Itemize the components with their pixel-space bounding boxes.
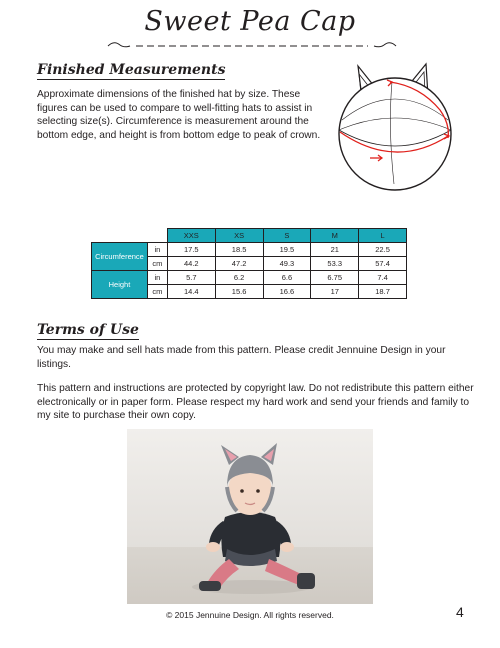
table-row bbox=[92, 243, 407, 257]
value-cell: 53.3 bbox=[311, 257, 359, 271]
value-cell: 44.2 bbox=[167, 257, 215, 271]
value-cell: 47.2 bbox=[215, 257, 263, 271]
size-measurement-table bbox=[91, 228, 407, 299]
baby-photo-illustration bbox=[127, 429, 373, 604]
hat-measurement-diagram bbox=[330, 58, 460, 198]
table-corner bbox=[92, 229, 148, 243]
copyright-text: © 2015 Jennuine Design. All rights reserved. bbox=[166, 610, 334, 620]
page-number: 4 bbox=[456, 604, 464, 620]
value-cell: 49.3 bbox=[263, 257, 311, 271]
value-cell: 17.5 bbox=[167, 243, 215, 257]
size-header: M bbox=[311, 229, 359, 243]
value-cell: 6.6 bbox=[263, 271, 311, 285]
row-label-height: Height bbox=[92, 271, 148, 299]
baby-photo bbox=[127, 429, 373, 604]
value-cell: 5.7 bbox=[167, 271, 215, 285]
value-cell: 22.5 bbox=[359, 243, 407, 257]
row-label-circumference: Circumference bbox=[92, 243, 148, 271]
size-header: XXS bbox=[167, 229, 215, 243]
value-cell: 21 bbox=[311, 243, 359, 257]
value-cell: 7.4 bbox=[359, 271, 407, 285]
value-cell: 17 bbox=[311, 285, 359, 299]
size-header: XS bbox=[215, 229, 263, 243]
table-row bbox=[92, 271, 407, 285]
finished-measurements-description: Approximate dimensions of the finished hat by size. These figures can be used to compare to well-fitting hats to assist in selecting size(s). Circumference is measurement around the bottom edge, and height is from bottom edge to peak of crown. bbox=[37, 89, 321, 141]
table-corner-unit bbox=[147, 229, 167, 243]
unit-cell: cm bbox=[147, 257, 167, 271]
terms-paragraph-1: You may make and sell hats made from this pattern. Please credit Jennuine Design in your listings. bbox=[37, 345, 446, 370]
size-header: L bbox=[359, 229, 407, 243]
finished-measurements-heading: Finished Measurements bbox=[37, 62, 226, 78]
title-block bbox=[0, 6, 500, 52]
value-cell: 18.5 bbox=[215, 243, 263, 257]
unit-cell: in bbox=[147, 271, 167, 285]
terms-paragraph-2: This pattern and instructions are protected by copyright law. Do not redistribute this pattern either electronically or in paper form. Please respect my hard work and send your friends and family to my site to purchase their own copy. bbox=[37, 383, 474, 422]
size-header: S bbox=[263, 229, 311, 243]
value-cell: 16.6 bbox=[263, 285, 311, 299]
page-title: Sweet Pea Cap bbox=[144, 6, 356, 37]
value-cell: 57.4 bbox=[359, 257, 407, 271]
unit-cell: cm bbox=[147, 285, 167, 299]
value-cell: 6.2 bbox=[215, 271, 263, 285]
title-flourish bbox=[106, 36, 398, 52]
value-cell: 18.7 bbox=[359, 285, 407, 299]
value-cell: 14.4 bbox=[167, 285, 215, 299]
unit-cell: in bbox=[147, 243, 167, 257]
table-header-row bbox=[92, 229, 407, 243]
value-cell: 6.75 bbox=[311, 271, 359, 285]
value-cell: 19.5 bbox=[263, 243, 311, 257]
terms-of-use-heading: Terms of Use bbox=[37, 322, 139, 338]
value-cell: 15.6 bbox=[215, 285, 263, 299]
